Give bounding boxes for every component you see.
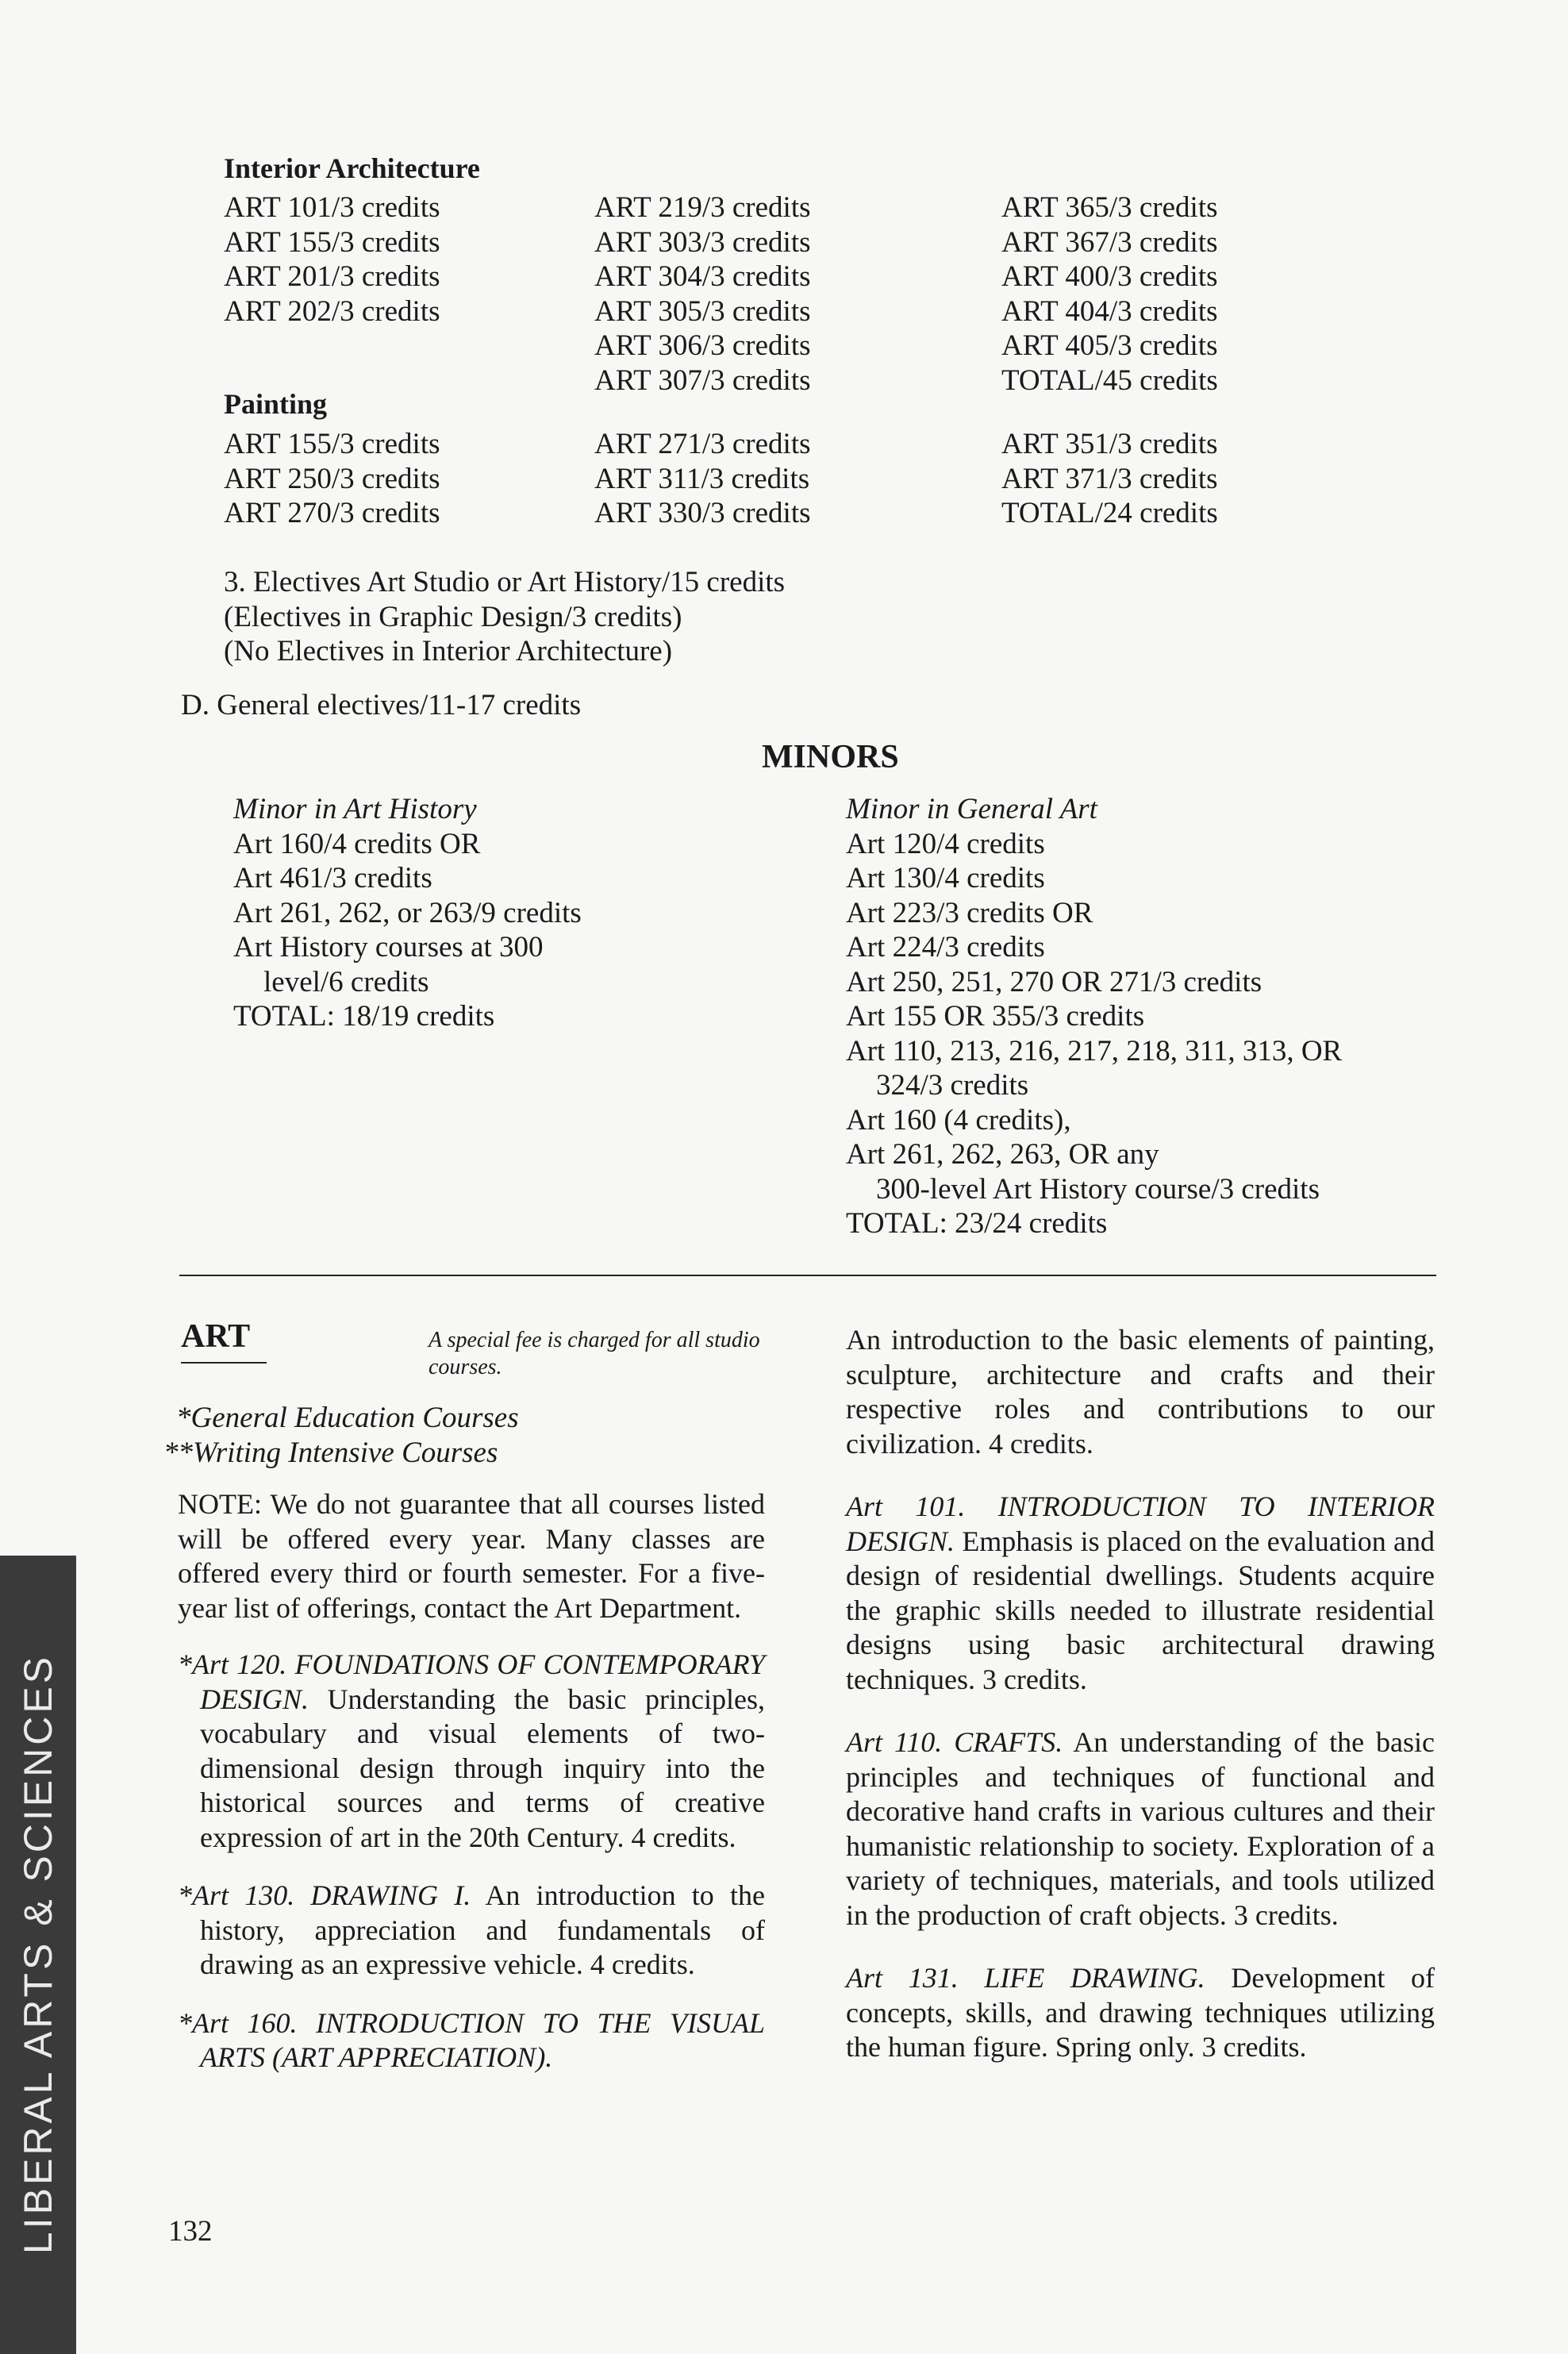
list-item: ART 303/3 credits <box>594 225 811 259</box>
list-item: ART 367/3 credits <box>1001 225 1218 259</box>
list-item: 300-level Art History course/3 credits <box>876 1172 1320 1206</box>
list-item: Art 130/4 credits <box>846 862 1045 894</box>
course-entry <box>178 2006 765 2075</box>
list-item: Art 160 (4 credits), <box>846 1103 1071 1137</box>
course-title: *Art 120. FOUNDATIONS OF CONTEMPORARY DESIGN. <box>178 1648 765 1715</box>
electives-line: (No Electives in Interior Architecture) <box>224 635 673 667</box>
list-item: ART 101/3 credits <box>224 191 440 224</box>
list-item: ART 304/3 credits <box>594 260 811 293</box>
list-item: Art 261, 262, or 263/9 credits <box>233 896 582 929</box>
course-title: Art 101. INTRODUCTION TO INTERIOR DESIGN. <box>846 1490 1435 1557</box>
list-item: TOTAL/24 credits <box>1001 497 1218 529</box>
minor-general-art <box>846 792 1342 1241</box>
interior-col-2 <box>594 190 811 398</box>
list-item: ART 311/3 credits <box>594 462 810 495</box>
list-item: Art 160/4 credits OR <box>233 827 481 860</box>
list-item: level/6 credits <box>263 965 429 998</box>
minors-heading: MINORS <box>762 739 899 775</box>
fee-note: A special fee is charged for all studio courses. <box>429 1328 760 1379</box>
note-paragraph: NOTE: We do not guarantee that all courses listed will be offered every year. Many classes are offered every third or fourth semester. For a five-year list of offerings, contact the Art Department. <box>178 1488 765 1624</box>
course-desc: An introduction to the history, appreciation and fundamentals of drawing as an expressive vehicle. 4 credits. <box>200 1879 765 1980</box>
art-heading-underline <box>181 1362 267 1364</box>
list-item: ART 405/3 credits <box>1001 329 1218 362</box>
left-column <box>178 1487 765 2075</box>
electives-line: 3. Electives Art Studio or Art History/15 credits <box>224 566 786 598</box>
list-item: Art 224/3 credits <box>846 931 1045 964</box>
page-number: 132 <box>168 2215 213 2248</box>
list-item: ART 155/3 credits <box>224 225 440 259</box>
section-divider <box>179 1275 1436 1276</box>
list-item: Art 223/3 credits OR <box>846 896 1093 929</box>
list-item: ART 365/3 credits <box>1001 191 1218 224</box>
side-tab-label: LIBERAL ARTS & SCIENCES <box>16 1653 60 2255</box>
gen-ed-legend: *General Education Courses <box>176 1402 519 1434</box>
course-entry <box>846 1961 1435 2065</box>
list-item: ART 202/3 credits <box>224 294 440 328</box>
list-item: ART 201/3 credits <box>224 260 440 293</box>
list-item: ART 306/3 credits <box>594 329 811 362</box>
list-item: ART 371/3 credits <box>1001 462 1218 495</box>
list-item: ART 155/3 credits <box>224 428 440 460</box>
course-title: *Art 130. DRAWING I. <box>178 1879 471 1911</box>
list-item: ART 270/3 credits <box>224 497 440 529</box>
interior-architecture-heading: Interior Architecture <box>224 152 480 184</box>
list-item: ART 400/3 credits <box>1001 260 1218 293</box>
list-item: ART 305/3 credits <box>594 294 811 328</box>
course-title: Art 131. LIFE DRAWING. <box>846 1962 1205 1994</box>
course-desc: Understanding the basic principles, vocabulary and visual elements of two-dimensional design through inquiry into the historical sources and terms of creative expression of art in the 20th Century. 4 credits. <box>200 1683 765 1853</box>
list-item: TOTAL/45 credits <box>1001 363 1218 397</box>
general-electives: D. General electives/11-17 credits <box>181 689 582 721</box>
list-item: Art History courses at 300 <box>233 931 544 964</box>
course-entry <box>846 1725 1435 1933</box>
list-item: Art 110, 213, 216, 217, 218, 311, 313, OR <box>846 1034 1343 1067</box>
course-entry <box>846 1490 1435 1697</box>
list-item: Art 261, 262, 263, OR any <box>846 1138 1159 1171</box>
minor-title: Minor in Art History <box>233 793 477 825</box>
minor-art-history <box>233 792 582 1034</box>
list-item: Art 155 OR 355/3 credits <box>846 1000 1145 1033</box>
list-item: ART 250/3 credits <box>224 462 440 495</box>
interior-col-3 <box>1001 190 1218 398</box>
list-item: ART 307/3 credits <box>594 363 811 397</box>
list-item: Art 250, 251, 270 OR 271/3 credits <box>846 965 1262 998</box>
right-column <box>846 1323 1435 2065</box>
electives-line: (Electives in Graphic Design/3 credits) <box>224 600 682 633</box>
minor-title: Minor in General Art <box>846 793 1097 825</box>
list-item: TOTAL: 23/24 credits <box>846 1207 1108 1240</box>
course-title: *Art 160. INTRODUCTION TO THE VISUAL ARTS (ART APPRECIATION). <box>178 2006 765 2073</box>
writing-legend: **Writing Intensive Courses <box>163 1437 498 1469</box>
electives-block <box>224 565 785 669</box>
list-item: ART 271/3 credits <box>594 428 811 460</box>
course-desc-continued: An introduction to the basic elements of painting, sculpture, architecture and crafts and their respective roles and contributions to our civilization. 4 credits. <box>846 1324 1435 1460</box>
course-desc: Emphasis is placed on the evaluation and design of residential dwellings. Students acquire the graphic skills needed to illustrate residential designs using basic architectural drawing techniques. 3 credits. <box>846 1525 1435 1695</box>
painting-heading: Painting <box>224 388 328 420</box>
list-item: ART 330/3 credits <box>594 497 811 529</box>
list-item: ART 351/3 credits <box>1001 428 1218 460</box>
list-item: Art 120/4 credits <box>846 827 1045 860</box>
list-item: 324/3 credits <box>876 1069 1029 1102</box>
list-item: Art 461/3 credits <box>233 862 432 894</box>
art-heading: ART <box>181 1318 251 1355</box>
course-title: Art 110. CRAFTS. <box>846 1726 1063 1758</box>
course-entry <box>178 1879 765 1983</box>
course-entry <box>178 1648 765 1855</box>
list-item: ART 404/3 credits <box>1001 294 1218 328</box>
painting-col-2 <box>594 427 811 531</box>
list-item: ART 219/3 credits <box>594 191 811 224</box>
course-desc: Development of concepts, skills, and drawing techniques utilizing the human figure. Spring only. 3 credits. <box>846 1962 1435 2063</box>
painting-col-3 <box>1001 427 1218 531</box>
course-desc: An understanding of the basic principles and techniques of functional and decorative hand crafts in various cultures and their humanistic relationship to society. Exploration of a variety of techniques, materials, and tools utilized in the production of craft objects. 3 credits. <box>846 1726 1435 1931</box>
painting-col-1 <box>224 427 440 531</box>
interior-col-1 <box>224 190 440 329</box>
list-item: TOTAL: 18/19 credits <box>233 1000 495 1033</box>
